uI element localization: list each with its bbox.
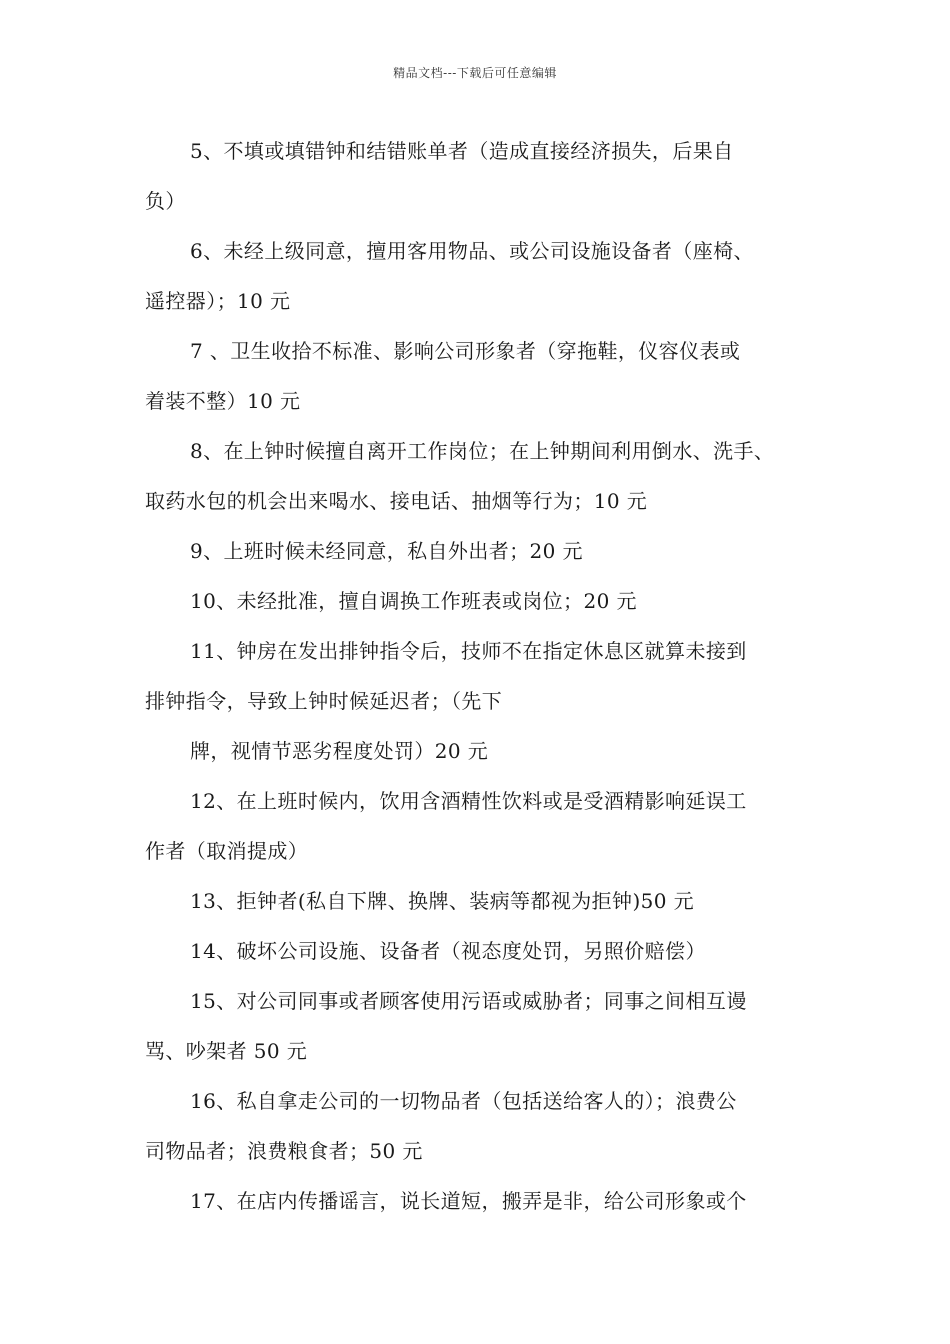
- paragraph-line: 骂、吵架者 50 元: [145, 1039, 308, 1063]
- paragraph-line: 司物品者；浪费粮食者；50 元: [145, 1139, 423, 1163]
- paragraph-15: [145, 976, 825, 1076]
- paragraph-line: 9、上班时候未经同意，私自外出者；20 元: [190, 539, 583, 563]
- paragraph-line: 6、未经上级同意，擅用客用物品、或公司设施设备者（座椅、: [190, 239, 754, 263]
- paragraph-line: 17、在店内传播谣言，说长道短，搬弄是非，给公司形象或个: [190, 1189, 747, 1213]
- paragraph-line: 10、未经批准，擅自调换工作班表或岗位；20 元: [190, 589, 637, 613]
- paragraph-line: 牌，视情节恶劣程度处罚）20 元: [190, 739, 489, 763]
- paragraph-line: 11、钟房在发出排钟指令后，技师不在指定休息区就算未接到: [190, 639, 747, 663]
- paragraph-16: [145, 1076, 825, 1176]
- paragraph-7: [145, 326, 825, 426]
- paragraph-12: [145, 776, 825, 876]
- paragraph-8: [145, 426, 825, 526]
- paragraph-11-continued: [145, 726, 825, 776]
- paragraph-line: 着装不整）10 元: [145, 389, 301, 413]
- paragraph-10: [145, 576, 825, 626]
- paragraph-5: [145, 126, 825, 226]
- paragraph-6: [145, 226, 825, 326]
- paragraph-line: 14、破坏公司设施、设备者（视态度处罚，另照价赔偿）: [190, 939, 706, 963]
- paragraph-line: 作者（取消提成）: [145, 839, 309, 863]
- page-header: 精品文档---下载后可任意编辑: [393, 66, 557, 80]
- document-body: [145, 126, 825, 1226]
- paragraph-line: 5、不填或填错钟和结错账单者（造成直接经济损失，后果自: [190, 139, 734, 163]
- paragraph-11: [145, 626, 825, 726]
- paragraph-line: 12、在上班时候内，饮用含酒精性饮料或是受酒精影响延误工: [190, 789, 747, 813]
- paragraph-13: [145, 876, 825, 926]
- paragraph-line: 遥控器）；10 元: [145, 289, 291, 313]
- paragraph-line: 取药水包的机会出来喝水、接电话、抽烟等行为；10 元: [145, 489, 648, 513]
- paragraph-14: [145, 926, 825, 976]
- paragraph-line: 16、私自拿走公司的一切物品者（包括送给客人的）；浪费公: [190, 1089, 737, 1113]
- paragraph-17: [145, 1176, 825, 1226]
- paragraph-9: [145, 526, 825, 576]
- paragraph-line: 负）: [145, 189, 186, 213]
- paragraph-line: 13、拒钟者(私自下牌、换牌、装病等都视为拒钟)50 元: [190, 889, 695, 913]
- paragraph-line: 7 、卫生收拾不标准、影响公司形象者（穿拖鞋，仪容仪表或: [190, 339, 741, 363]
- paragraph-line: 排钟指令，导致上钟时候延迟者；（先下: [145, 689, 503, 713]
- paragraph-line: 8、在上钟时候擅自离开工作岗位；在上钟期间利用倒水、洗手、: [190, 439, 775, 463]
- paragraph-line: 15、对公司同事或者顾客使用污语或威胁者；同事之间相互谩: [190, 989, 747, 1013]
